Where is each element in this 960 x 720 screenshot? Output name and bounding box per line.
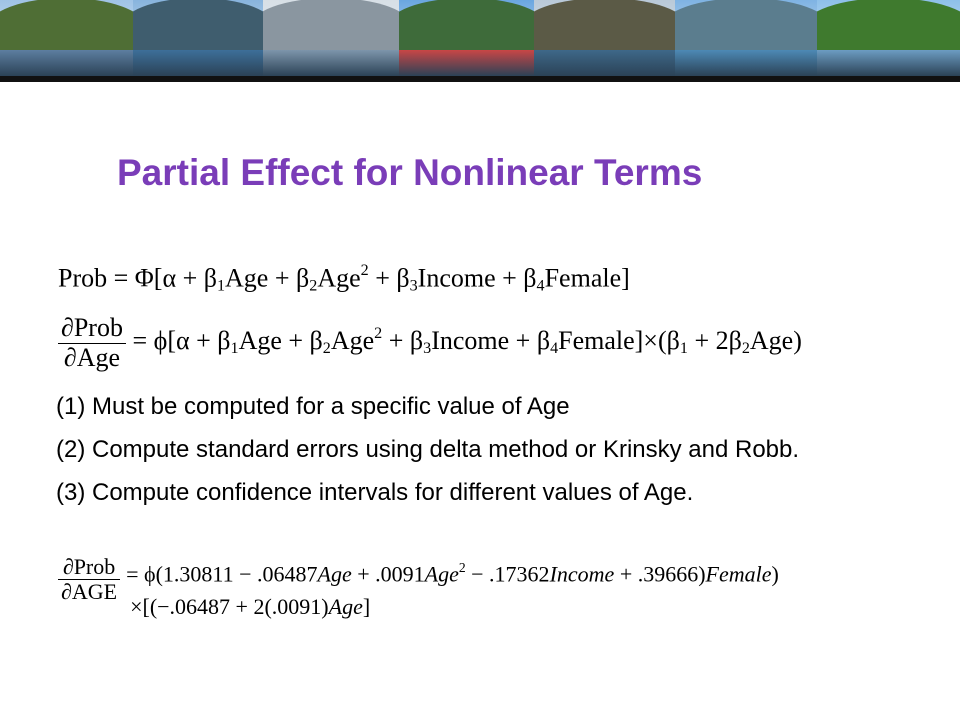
banner-divider <box>0 76 960 82</box>
model-equation: Prob = $\Phi[\alpha + \beta_1Age + \beta_2Age^2$ + $\beta_3Income$ + $\beta_4Female$] <box>58 262 630 295</box>
photo-banner <box>0 0 960 76</box>
estimated-partial-effect <box>58 555 779 620</box>
banner-photo-lakeside-promenade <box>263 0 399 76</box>
estimate-numerator: ∂Prob <box>58 555 120 580</box>
partial-fraction <box>58 314 126 372</box>
partial-effect-equation: $\frac{\text{∂Prob}}{\text{∂Age}}$ = $\phi[\alpha + \beta_1Age + \beta_2Age^2$ + $\beta_3Income$ + $\beta_4Female]\times(\beta_1 + 2\beta_2Age)$ <box>58 314 802 372</box>
partial-denominator: ∂Age <box>63 342 121 372</box>
banner-photo-lakeside-park <box>817 0 960 76</box>
note-1: (1) Must be computed for a specific value of Age <box>56 393 570 420</box>
banner-photo-castle-hillside <box>0 0 133 76</box>
estimate-line-1: = ϕ(1.30811 − .06487Age + .0091Age$^2$ − .17362Income + .39666)Female) <box>126 560 779 587</box>
note-3: (3) Compute confidence intervals for different values of Age. <box>56 479 694 506</box>
estimate-line-2: ×[(−.06487 + 2(.0091)Age] <box>130 593 371 619</box>
estimate-fraction <box>58 555 120 604</box>
banner-photo-palm-gardens <box>399 0 534 76</box>
slide-title: Partial Effect for Nonlinear Terms <box>117 152 703 193</box>
partial-numerator: ∂Prob <box>58 314 126 344</box>
banner-photo-lake-peninsula <box>534 0 675 76</box>
estimate-denominator: ∂AGE <box>61 579 118 605</box>
note-2: (2) Compute standard errors using delta method or Krinsky and Robb. <box>56 436 800 463</box>
banner-photo-lake-bay <box>133 0 263 76</box>
banner-photo-alpine-lake <box>675 0 817 76</box>
